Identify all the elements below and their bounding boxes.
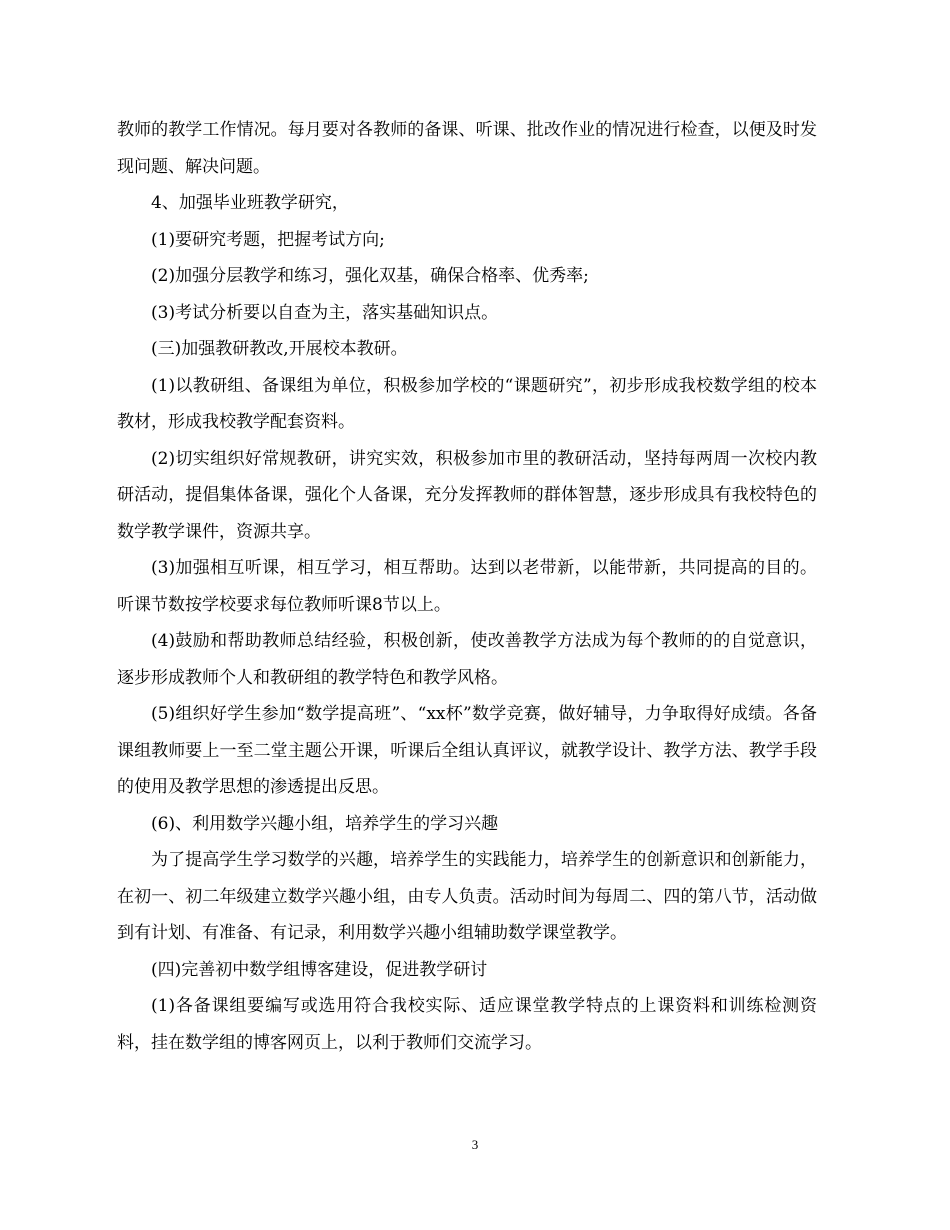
- paragraph: 4、加强毕业班教学研究，: [151, 193, 349, 213]
- paragraph: (5)组织好学生参加“数学提高班”、“xx杯”数学竞赛，做好辅导，力争取得好成绩。各备课组教师要上一至二堂主题公开课，听课后全组认真评议，就教学设计、教学方法、教学手段的使用及教学思想的渗透提出反思。: [117, 704, 817, 797]
- paragraph: (3)加强相互听课，相互学习，相互帮助。达到以老带新，以能带新，共同提高的目的。听课节数按学校要求每位教师听课8节以上。: [117, 558, 817, 615]
- paragraph: (1)以教研组、备课组为单位，积极参加学校的“课题研究”，初步形成我校数学组的校本教材，形成我校教学配套资料。: [117, 375, 817, 432]
- paragraph: 教师的教学工作情况。每月要对各教师的备课、听课、批改作业的情况进行检查，以便及时发现问题、解决问题。: [117, 120, 817, 177]
- paragraph: (3)考试分析要以自查为主，落实基础知识点。: [151, 302, 499, 323]
- paragraph: (2)切实组织好常规教研，讲究实效，积极参加市里的教研活动，坚持每两周一次校内教研活动，提倡集体备课，强化个人备课，充分发挥教师的群体智慧，逐步形成具有我校特色的数学教学课件，资源共享。: [117, 448, 817, 542]
- paragraph: (2)加强分层教学和练习，强化双基，确保合格率、优秀率;: [151, 266, 589, 286]
- document-body: [117, 112, 817, 1061]
- paragraph: (1)各备课组要编写或选用符合我校实际、适应课堂教学特点的上课资料和训练检测资料，挂在数学组的博客网页上，以利于教师们交流学习。: [117, 996, 817, 1053]
- page-number: 3: [471, 1137, 479, 1152]
- section-heading: (四)完善初中数学组博客建设，促进教学研讨: [151, 959, 488, 980]
- paragraph: 为了提高学生学习数学的兴趣，培养学生的实践能力，培养学生的创新意识和创新能力，在初一、初二年级建立数学兴趣小组，由专人负责。活动时间为每周二、四的第八节，活动做到有计划、有准备、有记录，利用数学兴趣小组辅助数学课堂教学。: [117, 850, 817, 943]
- paragraph: (1)要研究考题，把握考试方向;: [151, 229, 385, 250]
- section-heading: (三)加强教研教改,开展校本教研。: [151, 339, 408, 359]
- paragraph: (6)、利用数学兴趣小组，培养学生的学习兴趣: [151, 813, 499, 834]
- paragraph: (4)鼓励和帮助教师总结经验，积极创新，使改善教学方法成为每个教师的的自觉意识，逐步形成教师个人和教研组的教学特色和教学风格。: [117, 631, 817, 688]
